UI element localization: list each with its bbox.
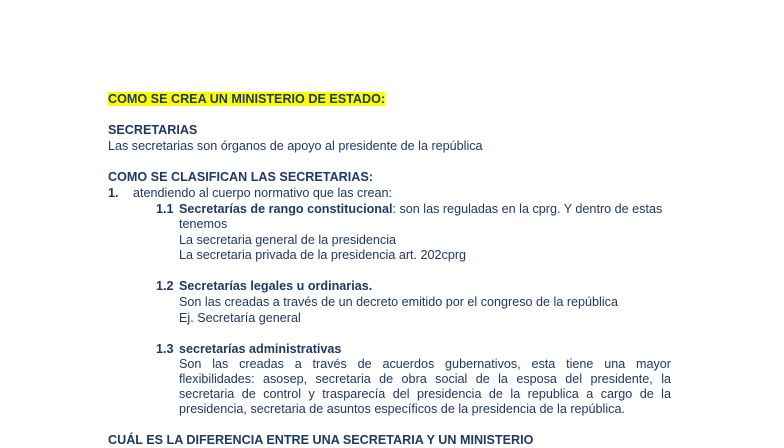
highlighted-heading-text: COMO SE CREA UN MINISTERIO DE ESTADO: bbox=[108, 92, 386, 106]
sub2-title: Secretarías legales u ordinarias. bbox=[179, 279, 373, 293]
sub3-line3: secretaria de control y trasparecía del presidencia de la republica a cargo de la bbox=[179, 387, 671, 401]
sub1-line1-text: : son las reguladas en la cprg. Y dentro de estas bbox=[392, 202, 663, 216]
sub3-number: 1.3 bbox=[156, 342, 174, 356]
sub1-line4: La secretaria privada de la presidencia art. 202cprg bbox=[179, 248, 467, 262]
sub2-line1: Son las creadas a través de un decreto emitido por el congreso de la república bbox=[179, 295, 618, 309]
sub1-line2: tenemos bbox=[179, 217, 228, 231]
sub1-title: Secretarías de rango constitucional bbox=[179, 202, 393, 216]
secretarias-title: SECRETARIAS bbox=[108, 123, 198, 137]
sub3-line1: Son las creadas a través de acuerdos gubernativos, esta tiene una mayor bbox=[179, 357, 671, 371]
sub3-line4: presidencia, secretaria de asuntos específicos de la presidencia de la república. bbox=[179, 402, 625, 416]
sub3-line2: flexibilidades: asosep, secretaria de obra social de la esposa del presidente, la bbox=[179, 372, 671, 386]
main-heading bbox=[108, 92, 385, 107]
sub1-line3: La secretaria general de la presidencia bbox=[179, 233, 397, 247]
item1-number: 1. bbox=[108, 186, 119, 200]
item1-text: atendiendo al cuerpo normativo que las crean: bbox=[133, 186, 393, 200]
sub2-line2: Ej. Secretaría general bbox=[179, 311, 301, 325]
difference-heading: CUÁL ES LA DIFERENCIA ENTRE UNA SECRETARIA Y UN MINISTERIO bbox=[108, 433, 534, 447]
sub2-number: 1.2 bbox=[156, 279, 174, 293]
sub1-number: 1.1 bbox=[156, 202, 174, 216]
sub1-line1 bbox=[179, 202, 662, 217]
secretarias-definition: Las secretarias son órganos de apoyo al presidente de la república bbox=[108, 139, 483, 153]
clasifican-title: COMO SE CLASIFICAN LAS SECRETARIAS: bbox=[108, 170, 373, 184]
sub3-title: secretarías administrativas bbox=[179, 342, 342, 356]
